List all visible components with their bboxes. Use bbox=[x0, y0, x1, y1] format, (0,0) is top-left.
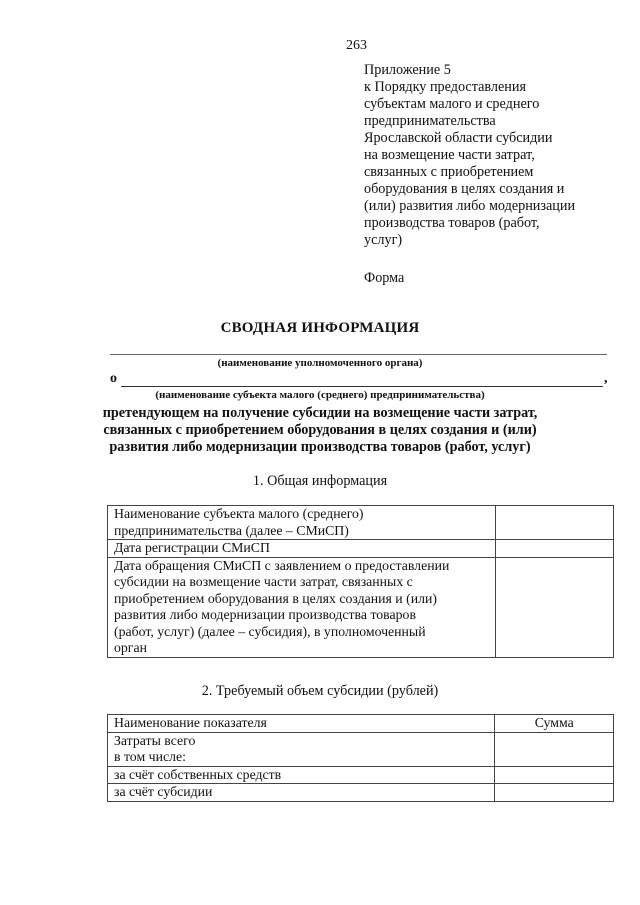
subtitle-line: претендующем на получение субсидии на возмещение части затрат, bbox=[102, 405, 538, 421]
document-title: СВОДНАЯ ИНФОРМАЦИЯ bbox=[220, 320, 420, 336]
cell-line: (работ, услуг) (далее – субсидия), в уполномоченный bbox=[114, 623, 426, 639]
general-info-table bbox=[107, 505, 614, 658]
document-subtitle bbox=[0, 405, 640, 456]
cell-line: орган bbox=[114, 640, 147, 655]
section-2-title: 2. Требуемый объем субсидии (рублей) bbox=[201, 683, 439, 699]
row-label bbox=[108, 557, 496, 657]
subsidy-amount-table bbox=[107, 714, 614, 802]
column-header-sum: Сумма bbox=[495, 715, 614, 733]
table-row bbox=[108, 506, 614, 540]
cell-line: Дата регистрации СМиСП bbox=[114, 540, 270, 555]
subject-caption: (наименование субъекта малого (среднего) предпринимательства) bbox=[155, 389, 485, 401]
appendix-line: к Порядку предоставления bbox=[364, 79, 526, 95]
appendix-line: Ярославской области субсидии bbox=[364, 130, 553, 146]
appendix-line: связанных с приобретением bbox=[364, 164, 534, 180]
row-value[interactable] bbox=[495, 732, 614, 766]
column-header-indicator: Наименование показателя bbox=[108, 715, 495, 733]
about-suffix: , bbox=[604, 371, 608, 386]
cell-line: субсидии на возмещение части затрат, связанных с bbox=[114, 574, 413, 589]
table-row bbox=[108, 766, 614, 784]
table-row bbox=[108, 540, 614, 558]
appendix-line: на возмещение части затрат, bbox=[364, 147, 535, 163]
row-label bbox=[108, 540, 496, 558]
about-prefix: о bbox=[110, 371, 117, 386]
cell-line: за счёт субсидии bbox=[114, 784, 213, 799]
appendix-line: субъектам малого и среднего bbox=[364, 96, 540, 112]
form-label: Форма bbox=[364, 270, 405, 286]
cell-line: предпринимательства (далее – СМиСП) bbox=[114, 522, 349, 538]
row-label bbox=[108, 784, 495, 802]
row-value[interactable] bbox=[495, 784, 614, 802]
table-row bbox=[108, 732, 614, 766]
cell-line: Дата обращения СМиСП с заявлением о предоставлении bbox=[114, 557, 450, 573]
row-label bbox=[108, 732, 495, 766]
table-row bbox=[108, 557, 614, 657]
appendix-note bbox=[364, 62, 614, 249]
row-label bbox=[108, 506, 496, 540]
table-row bbox=[108, 784, 614, 802]
row-value[interactable] bbox=[495, 766, 614, 784]
appendix-line: (или) развития либо модернизации bbox=[364, 198, 576, 214]
appendix-line: оборудования в целях создания и bbox=[364, 181, 565, 197]
appendix-line: производства товаров (работ, bbox=[364, 215, 540, 231]
authority-caption: (наименование уполномоченного органа) bbox=[217, 357, 423, 369]
cell-line: за счёт собственных средств bbox=[114, 766, 282, 782]
cell-line: Наименование субъекта малого (среднего) bbox=[114, 506, 364, 521]
section-1-title: 1. Общая информация bbox=[252, 473, 388, 489]
appendix-line: услуг) bbox=[364, 232, 403, 248]
subtitle-line: связанных с приобретением оборудования в целях создания и (или) bbox=[103, 422, 537, 438]
cell-line: приобретением оборудования в целях создания и (или) bbox=[114, 590, 437, 606]
subject-name-line bbox=[121, 386, 603, 387]
row-value[interactable] bbox=[496, 557, 614, 657]
table-header-row bbox=[108, 715, 614, 733]
row-value[interactable] bbox=[496, 540, 614, 558]
cell-line: Затраты всего bbox=[114, 732, 196, 748]
row-label bbox=[108, 766, 495, 784]
cell-line: развития либо модернизации производства товаров bbox=[114, 607, 416, 622]
authority-name-line bbox=[110, 354, 607, 355]
subtitle-line: развития либо модернизации производства товаров (работ, услуг) bbox=[109, 439, 531, 455]
appendix-line: Приложение 5 bbox=[364, 62, 451, 78]
row-value[interactable] bbox=[496, 506, 614, 540]
appendix-line: предпринимательства bbox=[364, 113, 496, 129]
page-number: 263 bbox=[346, 38, 367, 53]
cell-line: в том числе: bbox=[114, 749, 186, 764]
